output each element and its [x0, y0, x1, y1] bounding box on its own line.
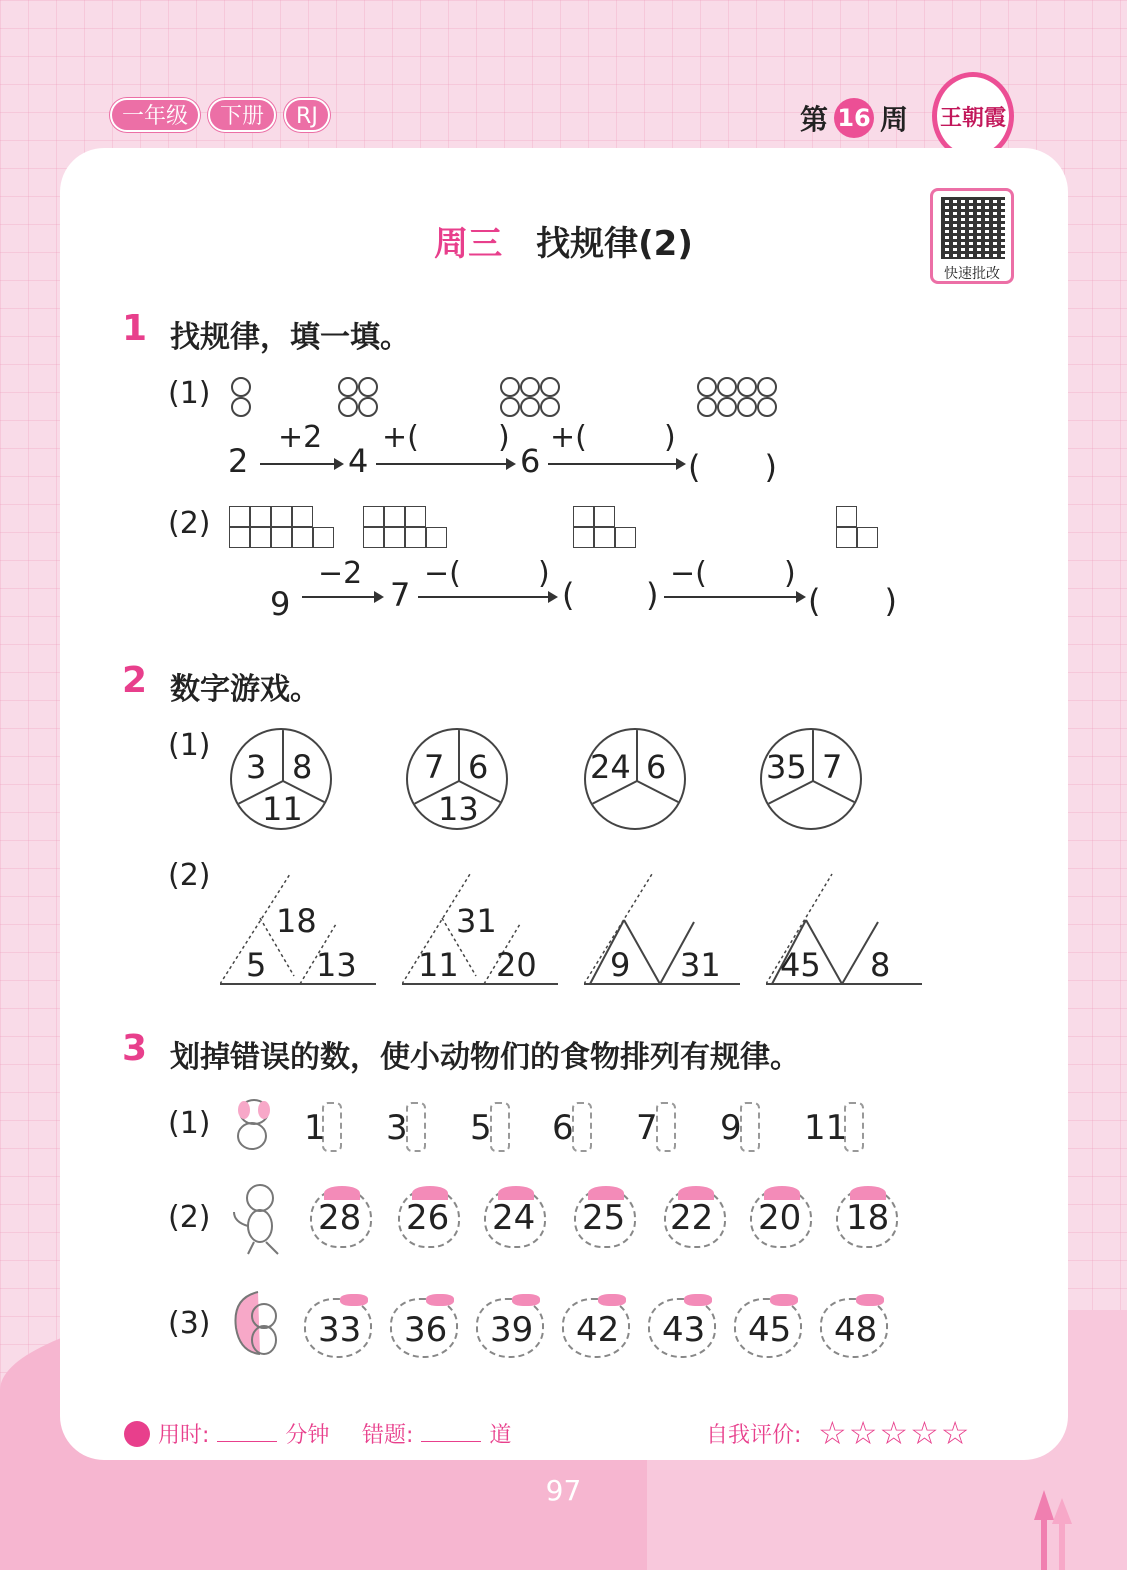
time-unit: 分钟 [285, 1423, 330, 1448]
food-number[interactable]: 22 [670, 1198, 714, 1238]
q1-op-close: ) [784, 556, 796, 591]
qr-caption: 快速批改 [944, 266, 1000, 282]
triangle-right-value: 20 [496, 946, 537, 984]
dog-icon [230, 1096, 276, 1152]
circle-value-a: 7 [424, 748, 445, 786]
food-number[interactable]: 36 [404, 1310, 448, 1350]
monkey-icon [230, 1182, 290, 1256]
food-number[interactable]: 20 [758, 1198, 802, 1238]
circle-value-c: 11 [262, 790, 303, 828]
triangle-left-value: 45 [780, 946, 821, 984]
q1-part2-label: (2) [168, 506, 211, 541]
title-topic: 找规律(2) [536, 224, 693, 264]
answer-blank[interactable]: ( ) [688, 448, 777, 486]
number-circle [230, 728, 332, 830]
self-eval-stars[interactable]: ☆☆☆☆☆ [818, 1414, 972, 1452]
triangle-right-value: 8 [870, 946, 891, 984]
circle-value-b: 7 [822, 748, 843, 786]
stopwatch-icon [124, 1421, 150, 1447]
food-number[interactable]: 24 [492, 1198, 536, 1238]
circle-value-a: 35 [766, 748, 807, 786]
page-title [0, 216, 1127, 265]
q1-op: −( [670, 556, 707, 591]
brand-logo [932, 72, 1014, 160]
question-2-prompt: 数字游戏。 [170, 672, 320, 707]
q1-op: −( [424, 556, 461, 591]
food-number[interactable]: 11 [804, 1108, 848, 1148]
circle-value-c: 13 [438, 790, 479, 828]
q1-number: 2 [228, 442, 249, 480]
time-label: 用时: [158, 1423, 210, 1448]
food-number[interactable]: 5 [470, 1108, 492, 1148]
circle-value-a: 24 [590, 748, 631, 786]
food-number[interactable]: 26 [406, 1198, 450, 1238]
week-suffix: 周 [880, 103, 909, 136]
q3-part2-label: (2) [168, 1200, 211, 1235]
question-1-prompt: 找规律，填一填。 [170, 320, 410, 355]
brand-name: 王朝霞 [939, 104, 1006, 131]
food-number[interactable]: 28 [318, 1198, 362, 1238]
edition-tag: RJ [284, 98, 330, 132]
hedgehog-icon [230, 1288, 286, 1360]
q3-part1-label: (1) [168, 1106, 211, 1141]
circle-value-b: 6 [468, 748, 489, 786]
week-number: 16 [834, 98, 874, 138]
answer-blank[interactable]: ( ) [808, 582, 897, 620]
q1-number: 4 [348, 442, 369, 480]
number-triangle [402, 868, 558, 990]
question-3-number: 3 [122, 1028, 148, 1069]
wrong-label: 错题: [362, 1423, 414, 1448]
food-number[interactable]: 6 [552, 1108, 574, 1148]
q2-part2-label: (2) [168, 858, 211, 893]
triangle-left-value: 5 [246, 946, 267, 984]
wrong-input[interactable] [421, 1441, 481, 1442]
q1-op-close: ) [498, 420, 510, 455]
q1-op: +( [550, 420, 587, 455]
food-number[interactable]: 48 [834, 1310, 878, 1350]
arrow [664, 596, 804, 598]
question-3-prompt: 划掉错误的数，使小动物们的食物排列有规律。 [170, 1040, 800, 1075]
circle-value-a: 3 [246, 748, 267, 786]
q1-op: +2 [278, 420, 323, 455]
triangle-left-value: 9 [610, 946, 631, 984]
food-number[interactable]: 45 [748, 1310, 792, 1350]
q1-op: −2 [318, 556, 363, 591]
q1-number: 6 [520, 442, 541, 480]
arrow [376, 463, 514, 465]
title-day: 周三 [434, 224, 503, 264]
circle-value-b: 8 [292, 748, 313, 786]
q1-number: 7 [390, 576, 411, 614]
question-2-number: 2 [122, 660, 148, 701]
week-label [800, 98, 908, 138]
self-eval-label: 自我评价: [706, 1423, 802, 1448]
arrow [548, 463, 684, 465]
food-number[interactable]: 39 [490, 1310, 534, 1350]
arrow [418, 596, 556, 598]
triangle-right-value: 31 [680, 946, 721, 984]
food-number[interactable]: 42 [576, 1310, 620, 1350]
wrong-count [362, 1418, 511, 1449]
arrow [260, 463, 342, 465]
number-triangle[interactable] [584, 868, 740, 990]
answer-blank-close[interactable]: ) [646, 576, 659, 614]
question-1-number: 1 [122, 308, 148, 349]
triangle-top-value: 31 [456, 902, 497, 940]
grade-tags [110, 98, 330, 132]
number-triangle[interactable] [766, 868, 922, 990]
food-number[interactable]: 43 [662, 1310, 706, 1350]
q2-part1-label: (1) [168, 728, 211, 763]
triangle-top-value: 18 [276, 902, 317, 940]
food-number[interactable]: 25 [582, 1198, 626, 1238]
food-number[interactable]: 7 [636, 1108, 658, 1148]
triangle-left-value: 11 [418, 946, 459, 984]
q3-part3-label: (3) [168, 1306, 211, 1341]
food-number[interactable]: 1 [304, 1108, 326, 1148]
q1-number: 9 [270, 585, 291, 623]
food-number[interactable]: 9 [720, 1108, 742, 1148]
time-input[interactable] [217, 1441, 277, 1442]
time-spent [124, 1418, 329, 1449]
arrow [302, 596, 382, 598]
number-circle[interactable] [760, 728, 862, 830]
q1-op-close: ) [664, 420, 676, 455]
food-number[interactable]: 33 [318, 1310, 362, 1350]
answer-blank-open[interactable]: ( [562, 576, 575, 614]
volume-tag: 下册 [208, 98, 276, 132]
circle-value-b: 6 [646, 748, 667, 786]
corner-arrow-icon [1034, 1490, 1074, 1570]
q1-op-close: ) [538, 556, 550, 591]
q1-op: +( [382, 420, 419, 455]
triangle-right-value: 13 [316, 946, 357, 984]
page-number: 97 [545, 1474, 582, 1507]
food-number[interactable]: 3 [386, 1108, 408, 1148]
wrong-unit: 道 [489, 1423, 512, 1448]
number-triangle [220, 868, 376, 990]
week-prefix: 第 [800, 103, 829, 136]
q1-part1-label: (1) [168, 376, 211, 411]
number-circle[interactable] [584, 728, 686, 830]
grade-tag: 一年级 [110, 98, 200, 132]
food-number[interactable]: 18 [846, 1198, 890, 1238]
number-circle [406, 728, 508, 830]
